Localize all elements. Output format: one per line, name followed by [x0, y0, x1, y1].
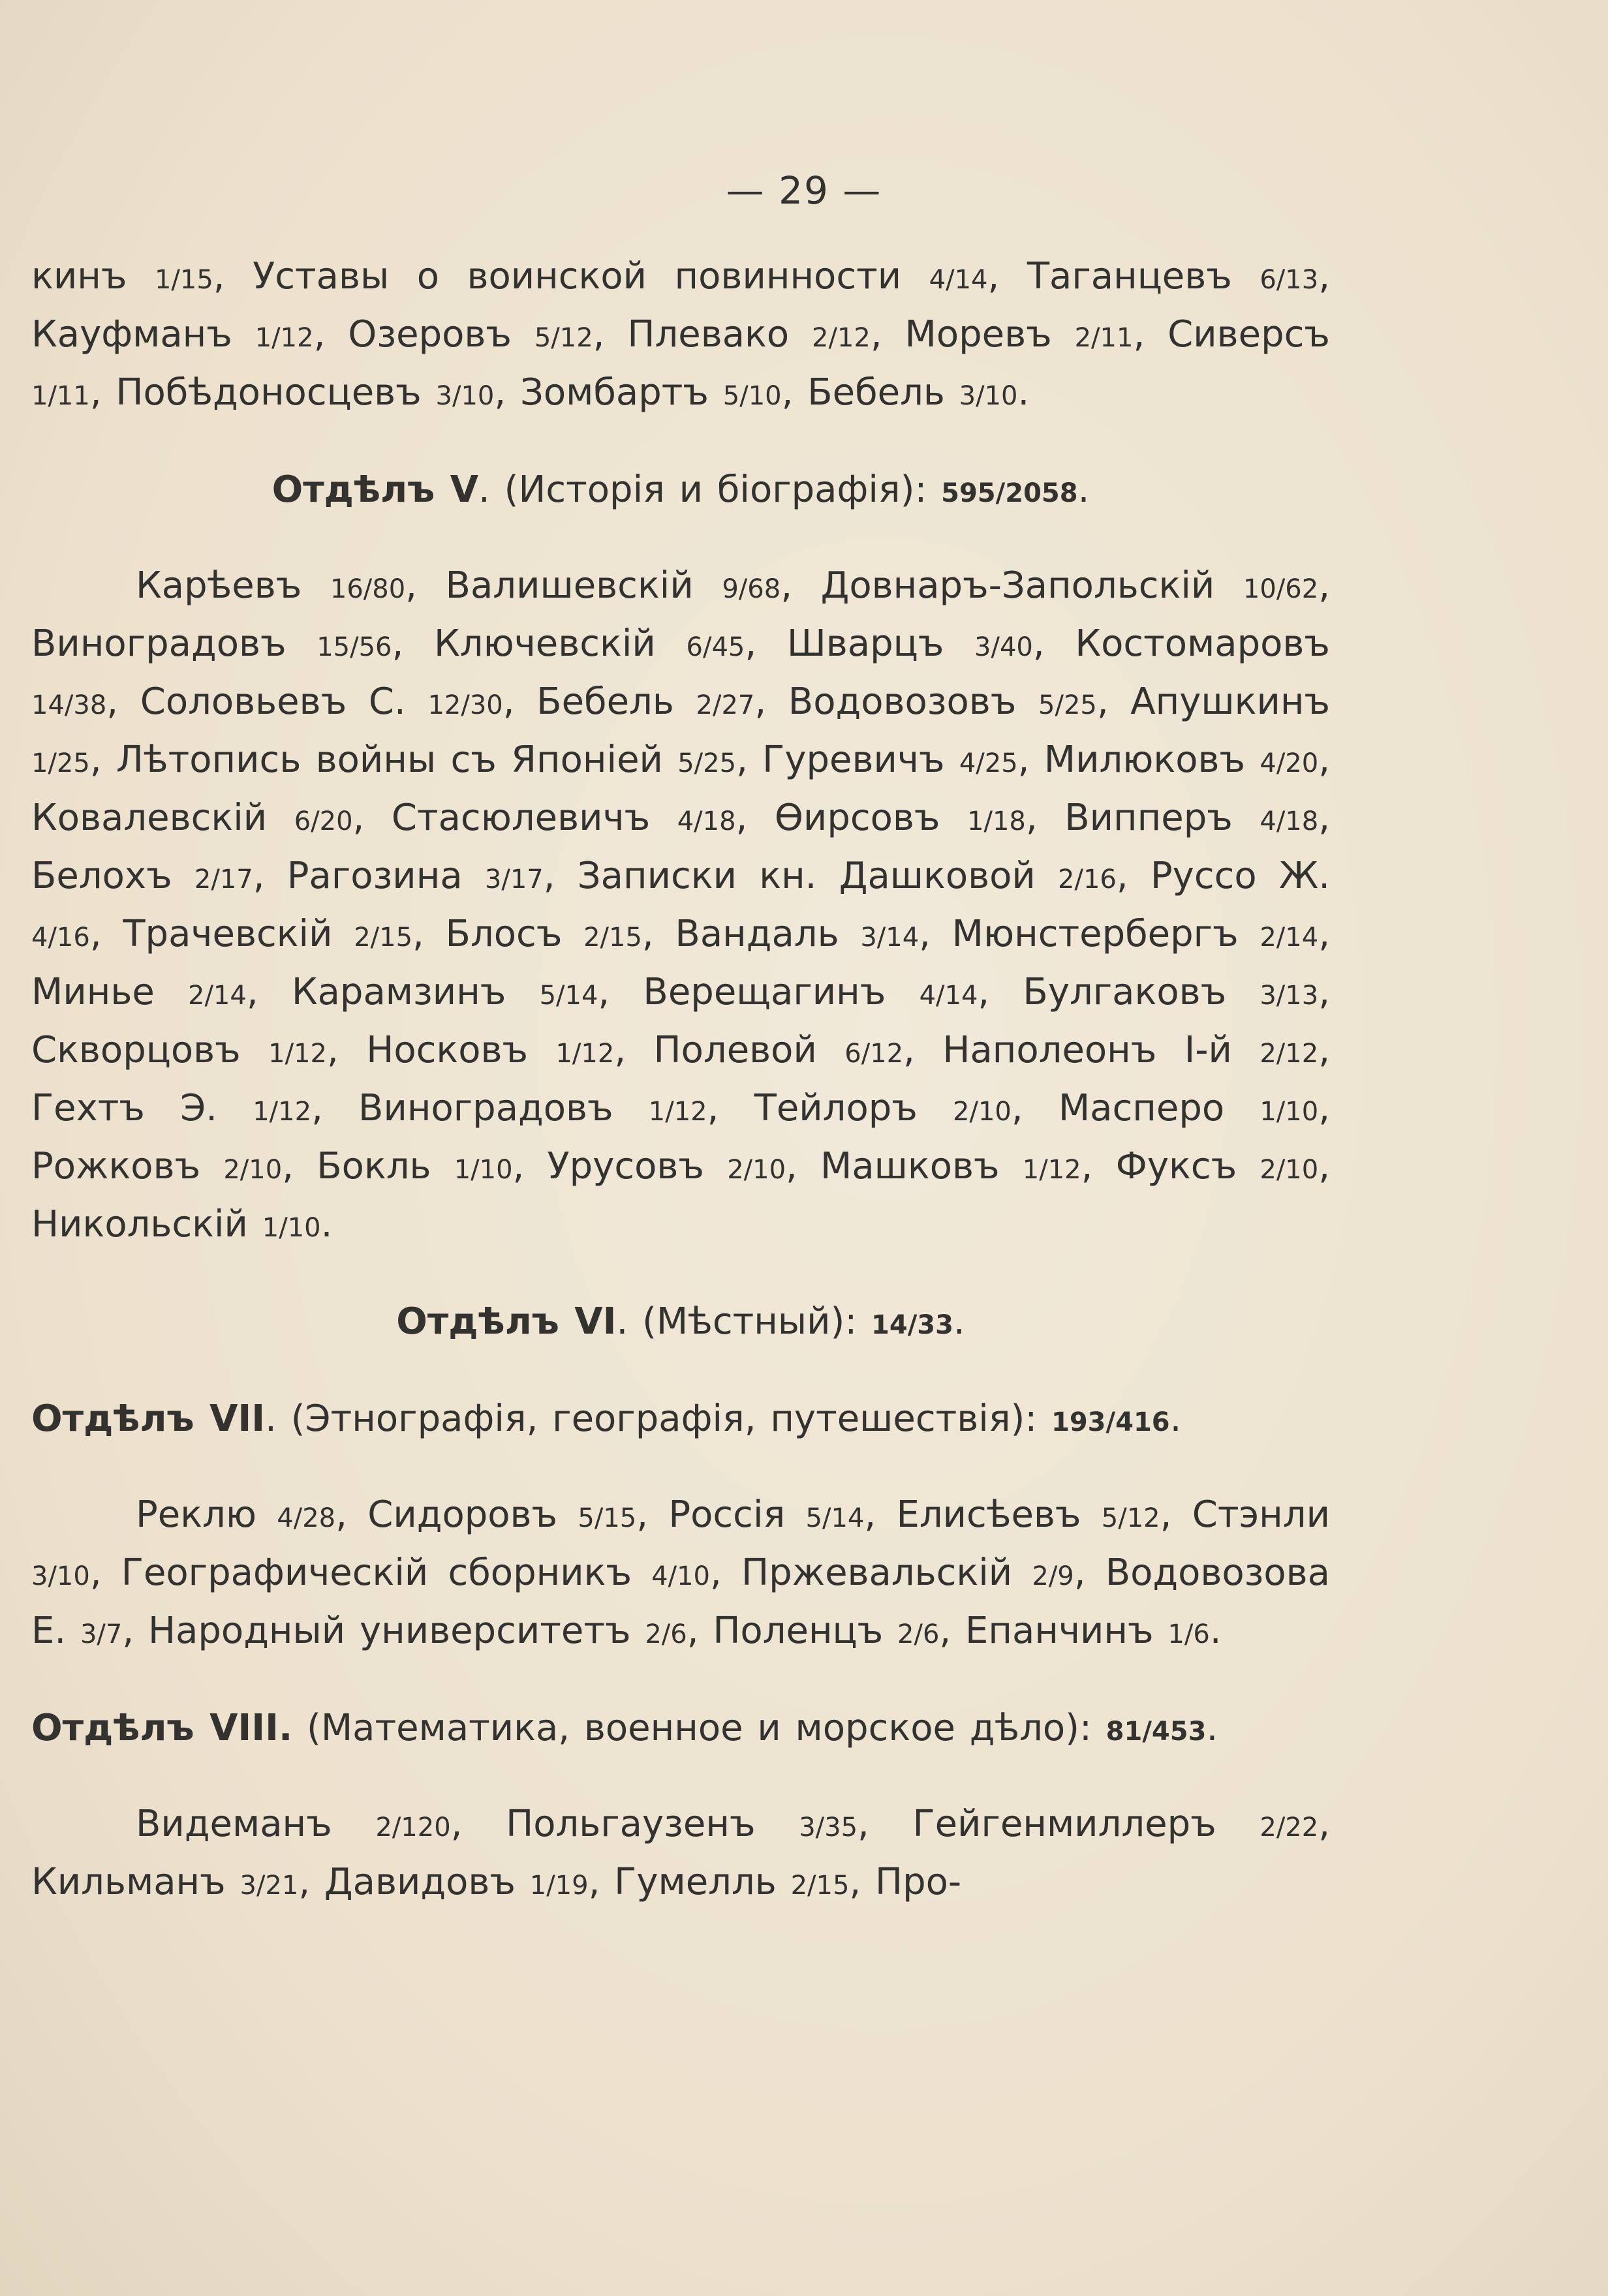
- fraction-count: 3/40: [974, 632, 1033, 662]
- fraction-count: 3/14: [860, 923, 920, 953]
- fraction-count: 1/18: [967, 806, 1026, 836]
- text-run: , Плевако: [593, 313, 812, 356]
- text-run: , Носковъ: [326, 1029, 556, 1071]
- fraction-count: 1/10: [454, 1155, 513, 1185]
- fraction-count: 6/13: [1260, 265, 1319, 295]
- section-heading: [31, 1701, 1330, 1759]
- fraction-count: 1/12: [555, 1039, 615, 1069]
- fraction-count: 4/14: [929, 265, 988, 295]
- text-run: , Лѣтопись войны съ Японіей: [89, 739, 678, 781]
- fraction-count: 2/15: [790, 1871, 850, 1901]
- fraction-count: 6/45: [686, 632, 745, 662]
- page-body: [31, 249, 1330, 1913]
- text-run: .: [1209, 1610, 1222, 1652]
- text-run: , Никольскій: [31, 1145, 1331, 1246]
- text-run: , Наполеонъ I-й: [903, 1029, 1260, 1071]
- text-run: , Рагозина: [253, 855, 485, 897]
- fraction-count: 1/15: [154, 265, 213, 295]
- text-run: Карѣевъ: [136, 564, 330, 607]
- text-run: , Сиверсъ: [1133, 313, 1330, 356]
- paragraph: [31, 559, 1330, 1255]
- fraction-count: 3/13: [1260, 981, 1319, 1011]
- fraction-count: 4/18: [677, 806, 736, 836]
- text-run: , Тейлоръ: [707, 1087, 953, 1129]
- text-run: , Уставы о воинской повинности: [213, 255, 929, 298]
- text-run: .: [1017, 371, 1030, 414]
- text-run: , Побѣдоносцевъ: [89, 371, 436, 414]
- fraction-count: 2/27: [696, 690, 755, 720]
- section-label: Отдѣлъ V: [271, 468, 479, 511]
- fraction-count: 5/14: [539, 981, 598, 1011]
- text-run: , Милюковъ: [1017, 739, 1260, 781]
- text-run: .: [320, 1203, 333, 1246]
- text-run: , Пржевальскій: [710, 1552, 1032, 1594]
- text-run: Видеманъ: [136, 1803, 376, 1845]
- text-run: , Таганцевъ: [987, 255, 1260, 298]
- text-run: , Виноградовъ: [31, 564, 1331, 665]
- fraction-count: 2/10: [727, 1155, 786, 1185]
- fraction-count: 1/19: [529, 1871, 589, 1901]
- text-run: , Стэнли: [1160, 1493, 1330, 1536]
- text-run: , Ѳирсовъ: [735, 797, 968, 839]
- fraction-count: 3/21: [240, 1871, 299, 1901]
- fraction-count: 4/16: [31, 923, 90, 953]
- fraction-count: 1/11: [31, 381, 90, 411]
- fraction-count: 3/10: [31, 1561, 90, 1591]
- text-run: , Стасюлевичъ: [352, 797, 677, 839]
- text-run: , Полевой: [614, 1029, 845, 1071]
- fraction-count: 4/28: [277, 1503, 336, 1533]
- text-run: .: [1206, 1707, 1218, 1749]
- fraction-count: 5/25: [1038, 690, 1097, 720]
- text-run: , Бебель: [502, 681, 696, 723]
- fraction-count: 2/10: [953, 1097, 1012, 1127]
- fraction-count: 5/14: [805, 1503, 865, 1533]
- fraction-count: 2/15: [583, 923, 642, 953]
- text-run: . (Этнографія, географія, путешествія):: [265, 1398, 1052, 1440]
- text-run: , Белохъ: [31, 797, 1331, 897]
- paragraph: [31, 249, 1330, 423]
- fraction-count: 4/20: [1260, 748, 1319, 778]
- fraction-count: 2/120: [375, 1813, 451, 1843]
- text-run: , Випперъ: [1025, 797, 1260, 839]
- text-run: , Блосъ: [412, 913, 584, 955]
- text-run: , Апушкинъ: [1096, 681, 1331, 723]
- fraction-count: 3/17: [484, 865, 544, 895]
- text-run: , Соловьевъ С.: [106, 681, 428, 723]
- text-run: , Давидовъ: [298, 1861, 530, 1903]
- fraction-count: 2/12: [1260, 1039, 1319, 1069]
- text-run: , Водовозова Е.: [31, 1552, 1330, 1652]
- fraction-count: 1/10: [262, 1213, 321, 1243]
- fraction-count: 6/12: [844, 1039, 904, 1069]
- fraction-count: 2/12: [812, 323, 871, 353]
- fraction-count: 1/12: [648, 1097, 707, 1127]
- fraction-count: 4/18: [1260, 806, 1319, 836]
- fraction-count: 2/6: [897, 1619, 940, 1649]
- text-run: , Гуревичъ: [736, 739, 959, 781]
- section-total: 81/453: [1106, 1717, 1207, 1747]
- text-run: , Машковъ: [786, 1145, 1023, 1187]
- text-run: , Про-: [849, 1861, 962, 1903]
- text-run: , Гехтъ Э.: [31, 1029, 1330, 1129]
- text-run: , Гейгенмиллеръ: [858, 1803, 1260, 1845]
- text-run: , Записки кн. Дашковой: [543, 855, 1059, 897]
- text-run: , Урусовъ: [512, 1145, 728, 1187]
- fraction-count: 3/10: [959, 381, 1018, 411]
- section-heading: [31, 463, 1330, 521]
- fraction-count: 1/12: [268, 1039, 327, 1069]
- text-run: , Водовозовъ: [754, 681, 1039, 723]
- text-run: кинъ: [31, 255, 155, 298]
- fraction-count: 1/10: [1260, 1097, 1319, 1127]
- text-run: (Математика, военное и морское дѣло):: [292, 1707, 1106, 1749]
- fraction-count: 6/20: [294, 806, 353, 836]
- fraction-count: 5/12: [534, 323, 593, 353]
- text-run: , Моревъ: [870, 313, 1075, 356]
- paragraph: [31, 1797, 1330, 1913]
- text-run: , Мюнстербергъ: [919, 913, 1260, 955]
- fraction-count: 5/25: [677, 748, 737, 778]
- text-run: , Сидоровъ: [335, 1493, 578, 1536]
- fraction-count: 16/80: [330, 574, 406, 604]
- fraction-count: 5/10: [722, 381, 782, 411]
- fraction-count: 4/25: [959, 748, 1018, 778]
- fraction-count: 2/6: [645, 1619, 687, 1649]
- fraction-count: 15/56: [317, 632, 392, 662]
- text-run: , Россія: [636, 1493, 806, 1536]
- text-run: , Верещагинъ: [598, 971, 920, 1013]
- fraction-count: 2/15: [354, 923, 413, 953]
- fraction-count: 2/17: [194, 865, 253, 895]
- text-run: . (Исторія и біографія):: [478, 468, 942, 511]
- text-run: , Елисѣевъ: [864, 1493, 1102, 1536]
- fraction-count: 12/30: [427, 690, 503, 720]
- fraction-count: 3/7: [80, 1619, 123, 1649]
- text-run: , Вандаль: [642, 913, 861, 955]
- fraction-count: 5/15: [578, 1503, 637, 1533]
- fraction-count: 1/6: [1167, 1619, 1210, 1649]
- text-run: Реклю: [136, 1493, 277, 1536]
- section-heading: [31, 1294, 1330, 1353]
- fraction-count: 1/25: [31, 748, 90, 778]
- fraction-count: 4/10: [651, 1561, 710, 1591]
- text-run: , Фуксъ: [1081, 1145, 1260, 1187]
- section-label: Отдѣлъ VIII.: [31, 1707, 293, 1749]
- text-run: , Карамзинъ: [246, 971, 540, 1013]
- text-run: , Виноградовъ: [311, 1087, 649, 1129]
- text-run: , Кильманъ: [31, 1803, 1331, 1903]
- fraction-count: 2/10: [1260, 1155, 1319, 1185]
- fraction-count: 4/14: [919, 981, 978, 1011]
- fraction-count: 2/14: [188, 981, 247, 1011]
- section-total: 14/33: [871, 1310, 953, 1340]
- fraction-count: 14/38: [31, 690, 107, 720]
- text-run: , Зомбартъ: [494, 371, 723, 414]
- fraction-count: 2/16: [1058, 865, 1117, 895]
- page-number: — 29 —: [726, 168, 882, 213]
- fraction-count: 10/62: [1243, 574, 1319, 604]
- fraction-count: 9/68: [722, 574, 781, 604]
- text-run: , Кауфманъ: [31, 255, 1330, 356]
- fraction-count: 2/9: [1032, 1561, 1074, 1591]
- text-run: .: [953, 1300, 965, 1343]
- text-run: , Озеровъ: [313, 313, 534, 356]
- section-total: 193/416: [1051, 1407, 1170, 1437]
- text-run: , Довнаръ-Запольскій: [781, 564, 1243, 607]
- text-run: , Поленцъ: [687, 1610, 898, 1652]
- text-run: .: [1169, 1398, 1182, 1440]
- fraction-count: 1/12: [1022, 1155, 1081, 1185]
- text-run: , Масперо: [1011, 1087, 1260, 1129]
- text-run: , Географическій сборникъ: [89, 1552, 652, 1594]
- text-run: , Руссо Ж.: [1116, 855, 1331, 897]
- fraction-count: 1/12: [255, 323, 314, 353]
- text-run: , Гумелль: [588, 1861, 791, 1903]
- text-run: , Трачевскій: [89, 913, 354, 955]
- section-label: Отдѣлъ VII: [31, 1398, 266, 1440]
- text-run: , Рожковъ: [31, 1087, 1330, 1187]
- fraction-count: 2/22: [1260, 1813, 1319, 1843]
- text-run: , Ключевскій: [392, 622, 687, 665]
- text-run: , Польгаузенъ: [450, 1803, 799, 1845]
- text-run: .: [1077, 468, 1090, 511]
- fraction-count: 2/11: [1074, 323, 1134, 353]
- text-run: , Минье: [31, 913, 1330, 1013]
- fraction-count: 3/35: [799, 1813, 858, 1843]
- text-run: , Бокль: [282, 1145, 454, 1187]
- text-run: , Ковалевскій: [31, 739, 1331, 839]
- text-run: , Бебель: [781, 371, 959, 414]
- paragraph: [31, 1488, 1330, 1662]
- text-run: , Булгаковъ: [978, 971, 1260, 1013]
- section-label: Отдѣлъ VI: [396, 1300, 617, 1343]
- fraction-count: 2/10: [223, 1155, 283, 1185]
- section-total: 595/2058: [941, 478, 1078, 508]
- fraction-count: 2/14: [1260, 923, 1319, 953]
- text-run: , Епанчинъ: [939, 1610, 1168, 1652]
- text-run: , Шварцъ: [745, 622, 975, 665]
- fraction-count: 5/12: [1101, 1503, 1160, 1533]
- text-run: . (Мѣстный):: [616, 1300, 872, 1343]
- text-run: , Валишевскій: [405, 564, 722, 607]
- text-run: , Скворцовъ: [31, 971, 1330, 1071]
- text-run: , Костомаровъ: [1032, 622, 1331, 665]
- section-heading: [31, 1392, 1330, 1450]
- fraction-count: 3/10: [435, 381, 495, 411]
- text-run: , Народный университетъ: [122, 1610, 645, 1652]
- fraction-count: 1/12: [253, 1097, 312, 1127]
